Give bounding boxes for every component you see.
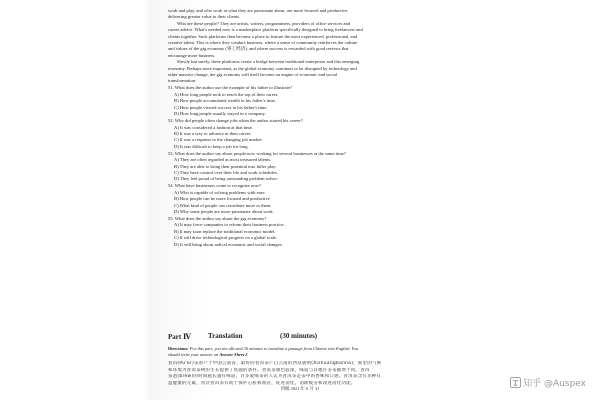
answer-option: A) Who is capable of solving problems with ease. [174, 189, 266, 195]
passage-paragraph-3 [168, 59, 428, 85]
answer-option: B) They are able to bring their potential into fuller play. [174, 163, 277, 169]
question-stem: 55. What does the author say about the gig economy? [168, 215, 267, 221]
part-number: Part Ⅳ [168, 333, 191, 341]
directions-line [168, 352, 428, 358]
answer-option: A) It was considered a fashion at that time. [174, 124, 253, 130]
question-stem: 52. Why did people often change jobs when the author started his career? [168, 118, 303, 124]
part-title: Translation [208, 332, 243, 340]
answer-option: C) They have control over their life and work schedules. [174, 169, 278, 175]
question-55 [168, 216, 428, 248]
part-heading [168, 332, 428, 344]
question-54 [168, 183, 428, 215]
passage-line: Slowly but surely, these platforms create a bridge between traditional enterprises and this emerging [177, 59, 360, 65]
question-stem: 53. What does the author say about people now working for several businesses at the same time? [168, 150, 346, 156]
directions [168, 346, 428, 358]
chinese-line: 益健康的元素，常饮普洱茶有助于保护心脏和血管，促进消化，消除疲劳和改进消化功能。 [168, 380, 356, 386]
chinese-line: 茶泡(brew)的时间越长越有味道，许多爱喝茶的人认为普洱茶是茶中的香味和口感。普洱茶含有多种有 [168, 374, 382, 380]
answer-sheet-ref: Answer Sheet 2 [219, 352, 248, 357]
answer-option: B) It may soon replace the traditional economic model. [174, 228, 276, 234]
passage-line: encourage more business. [168, 52, 216, 58]
answer-option: C) What kind of people can contribute more to them. [174, 202, 272, 208]
answer-option: C) It was a response to the changing job market. [174, 137, 263, 143]
passage-line: Who are these people? They are artists, writers, programmers, providers of office services and [177, 20, 351, 26]
answer-option: C) It will drive technological progress on a global scale. [174, 235, 278, 241]
passage-line: other massive change, the gig economy will itself become an engine of economic and social [168, 72, 338, 78]
question-52 [168, 118, 428, 150]
passage-paragraph-2 [168, 21, 428, 59]
answer-option: B) It was a way to advance in their career. [174, 130, 252, 136]
passage-line: clients together. Such platforms then become a place to feature the most experienced, professional, and [168, 33, 358, 39]
passage-line: delivering greater value to their clients. [168, 14, 241, 20]
answer-option: A) How long people took to reach the top of their career. [174, 91, 279, 97]
question-51 [168, 85, 428, 117]
passage-line: economy. Perhaps more important, as the global economy continues to be disrupted by technology and [168, 65, 357, 71]
watermark-text: 知乎 @Auspex [523, 379, 586, 389]
passage-line: and values of the gig economy (零工经济), and where success is rewarded with good reviews that [168, 46, 349, 52]
part-time: (30 minutes) [280, 332, 318, 340]
answer-option: D) It was difficult to keep a job for long. [174, 143, 249, 149]
directions-text: should write your answer on [168, 352, 220, 357]
passage-line: transformation. [168, 78, 197, 84]
passage-top [168, 8, 428, 21]
answer-option: D) They feel proud of being outstanding problem solver. [174, 176, 278, 182]
question-53 [168, 151, 428, 183]
exam-page [168, 8, 428, 396]
passage-line: creative talent. This is where they conduct business, where a sense of community reinforces the culture [168, 40, 358, 46]
question-stem: 51. What does the author use the example of his father to illustrate? [168, 85, 293, 91]
chinese-line: 和环境为普洱茶树的生长提供了优越的条件。普洱茶颜色较深，味道与其他许多茶截然不同。普洱 [168, 367, 370, 373]
answer-option: A) It may force companies to reform their business practice. [174, 222, 285, 228]
page-footer: 四级 2021 年 6 月 31 [280, 386, 320, 391]
chinese-line: 普洱(Pu'er)茶原产于中国云南省，最好的普洱茶产自云南的西双版纳(Xishuangbanna)，那里的气候 [168, 361, 382, 366]
directions-text: For this part, you are allowed 30 minutes to translate a passage from Chinese into English. You [188, 346, 359, 351]
passage-line: work and play, and who work at what they are passionate about, are more focused and productive, [168, 8, 349, 13]
answer-option: B) How people can be more focused and productive. [174, 196, 271, 202]
directions-label: Directions: [168, 346, 189, 351]
answer-option: D) Why some people are more passionate about work. [174, 208, 274, 214]
chinese-passage [168, 361, 428, 387]
answer-option: B) How people accumulated wealth in his father's time. [174, 98, 276, 104]
answer-option: A) They are often regarded as most treasured talents. [174, 157, 272, 163]
directions-text: . [247, 352, 249, 357]
passage-line: career advice. What's needed now is a marketplace platform specifically designed to bring freelancers and [168, 27, 363, 33]
watermark [510, 376, 586, 389]
answer-option: C) How people viewed success in his father's time. [174, 104, 268, 110]
question-stem: 54. What have businesses come to recognize now? [168, 183, 262, 189]
zhihu-logo-icon [510, 377, 521, 388]
answer-option: D) How long people usually stayed in a company. [174, 111, 266, 117]
answer-option: D) It will bring about radical economic and social changes. [174, 241, 283, 247]
